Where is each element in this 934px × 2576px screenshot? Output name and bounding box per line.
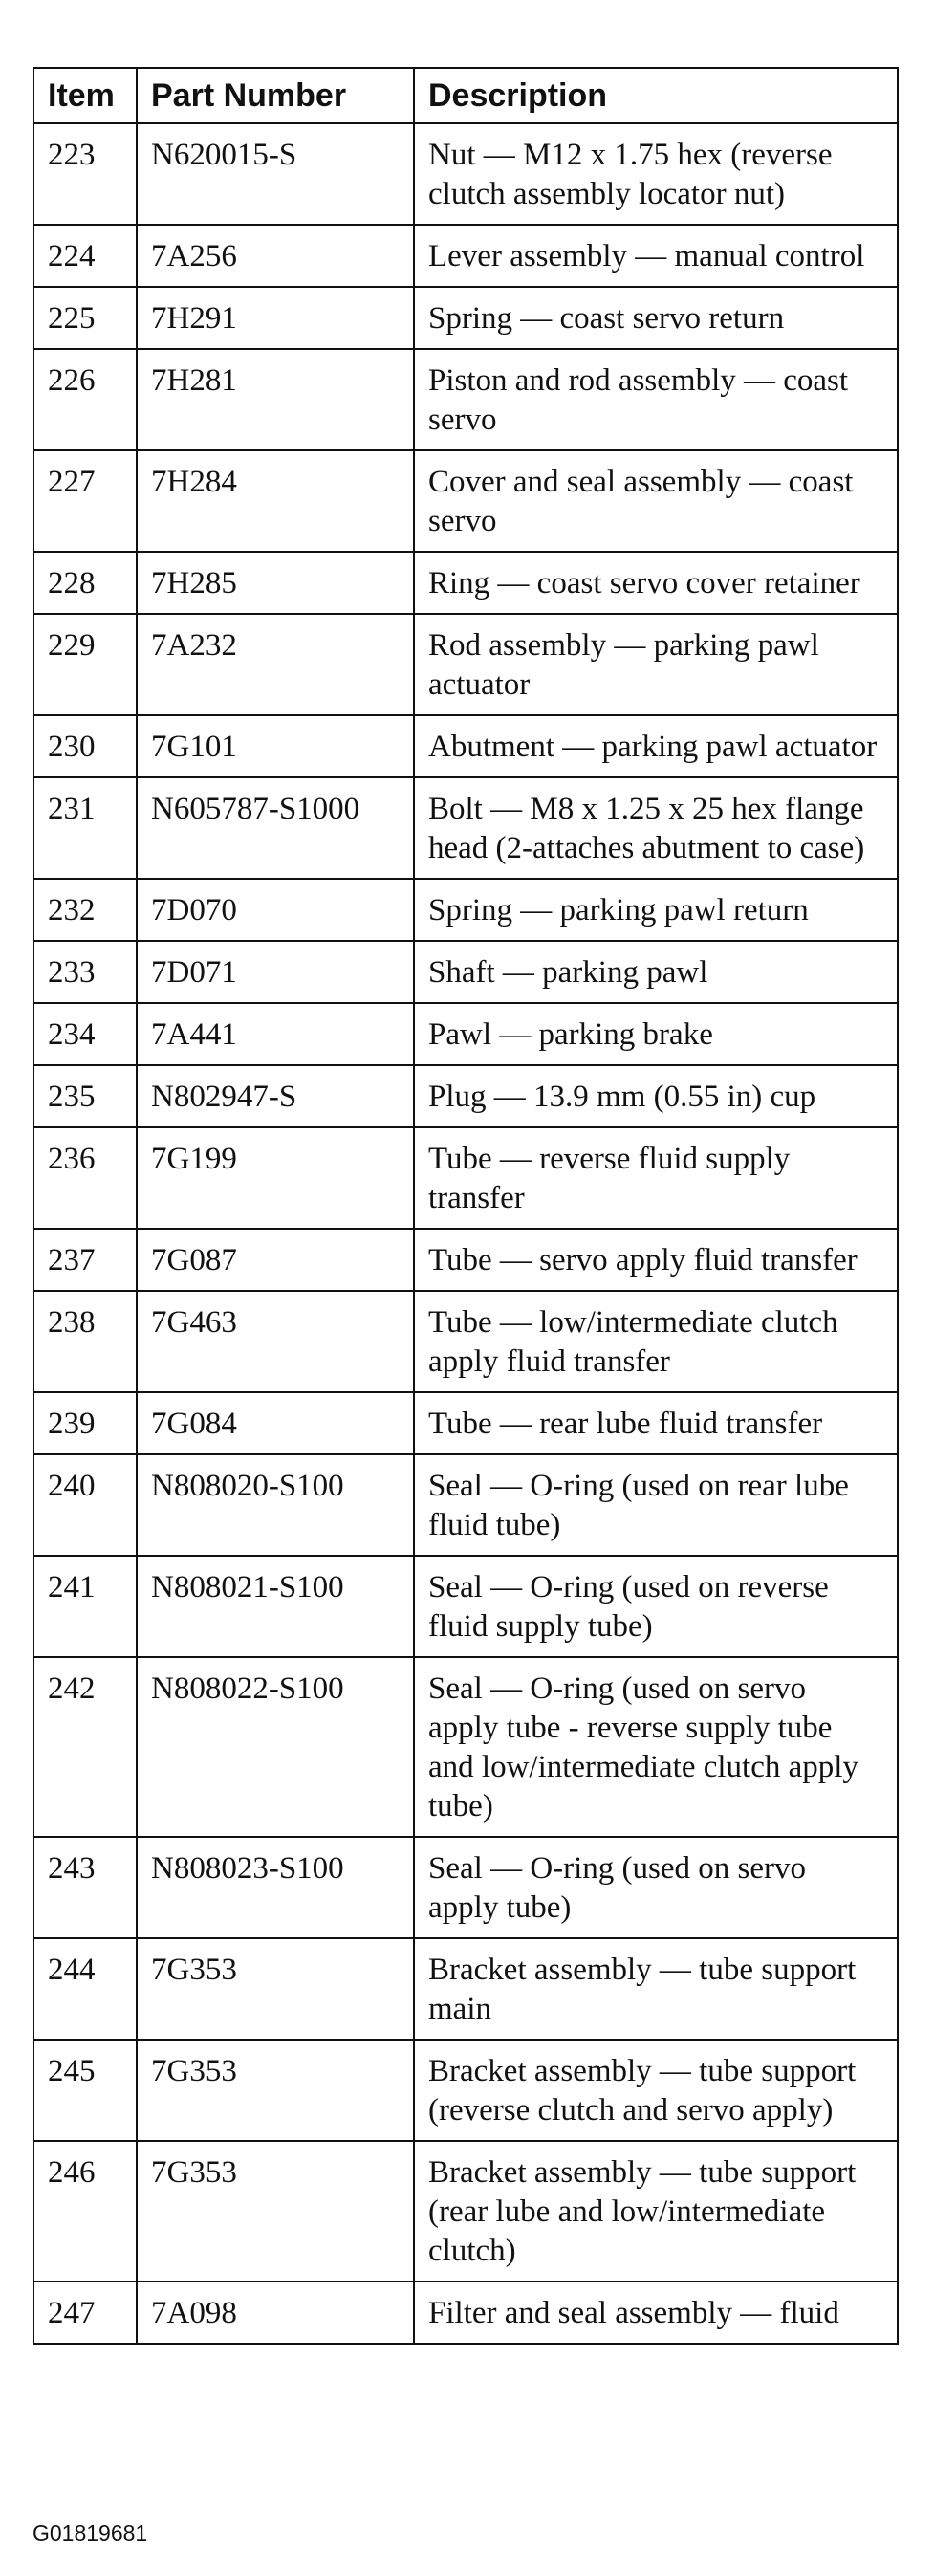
- description-cell: Bracket assembly — tube support (reverse clutch and servo apply): [414, 2040, 898, 2141]
- description-cell: Bracket assembly — tube support main: [414, 1938, 898, 2040]
- table-row: [33, 225, 898, 287]
- description-cell: Seal — O-ring (used on rear lube fluid tube): [414, 1454, 898, 1556]
- header-row: [33, 68, 898, 123]
- part-number-cell: N802947-S: [137, 1065, 414, 1127]
- table-body: [33, 123, 898, 2344]
- description-cell: Plug — 13.9 mm (0.55 in) cup: [414, 1065, 898, 1127]
- table-row: [33, 1229, 898, 1291]
- description-cell: Spring — coast servo return: [414, 287, 898, 349]
- description-cell: Abutment — parking pawl actuator: [414, 715, 898, 777]
- part-number-header: Part Number: [137, 68, 414, 123]
- item-cell: 231: [33, 777, 137, 879]
- table-row: [33, 1556, 898, 1657]
- table-row: [33, 450, 898, 552]
- item-cell: 234: [33, 1003, 137, 1065]
- table-row: [33, 1938, 898, 2040]
- table-row: [33, 1291, 898, 1392]
- description-header: Description: [414, 68, 898, 123]
- description-cell: Rod assembly — parking pawl actuator: [414, 614, 898, 715]
- figure-code: G01819681: [33, 2521, 148, 2545]
- parts-table: [33, 67, 899, 2345]
- description-cell: Piston and rod assembly — coast servo: [414, 349, 898, 450]
- item-cell: 237: [33, 1229, 137, 1291]
- item-cell: 224: [33, 225, 137, 287]
- part-number-cell: 7G353: [137, 2040, 414, 2141]
- description-cell: Seal — O-ring (used on reverse fluid supply tube): [414, 1556, 898, 1657]
- description-cell: Cover and seal assembly — coast servo: [414, 450, 898, 552]
- item-cell: 242: [33, 1657, 137, 1837]
- description-cell: Bracket assembly — tube support (rear lube and low/intermediate clutch): [414, 2141, 898, 2281]
- part-number-cell: 7G199: [137, 1127, 414, 1229]
- item-cell: 225: [33, 287, 137, 349]
- part-number-cell: 7D070: [137, 879, 414, 941]
- table-row: [33, 1837, 898, 1938]
- part-number-cell: 7G087: [137, 1229, 414, 1291]
- table-row: [33, 2141, 898, 2281]
- table-row: [33, 123, 898, 225]
- part-number-cell: N808020-S100: [137, 1454, 414, 1556]
- item-cell: 233: [33, 941, 137, 1003]
- part-number-cell: 7D071: [137, 941, 414, 1003]
- item-cell: 226: [33, 349, 137, 450]
- description-cell: Ring — coast servo cover retainer: [414, 552, 898, 614]
- item-header: Item: [33, 68, 137, 123]
- table-row: [33, 1392, 898, 1454]
- item-cell: 235: [33, 1065, 137, 1127]
- part-number-cell: N808021-S100: [137, 1556, 414, 1657]
- item-cell: 232: [33, 879, 137, 941]
- description-cell: Tube — reverse fluid supply transfer: [414, 1127, 898, 1229]
- table-row: [33, 1127, 898, 1229]
- item-cell: 236: [33, 1127, 137, 1229]
- description-cell: Filter and seal assembly — fluid: [414, 2281, 898, 2344]
- item-cell: 228: [33, 552, 137, 614]
- part-number-cell: 7G084: [137, 1392, 414, 1454]
- part-number-cell: 7A441: [137, 1003, 414, 1065]
- part-number-cell: 7G353: [137, 1938, 414, 2040]
- table-row: [33, 1003, 898, 1065]
- item-cell: 227: [33, 450, 137, 552]
- item-cell: 240: [33, 1454, 137, 1556]
- item-cell: 247: [33, 2281, 137, 2344]
- item-cell: 243: [33, 1837, 137, 1938]
- description-cell: Seal — O-ring (used on servo apply tube - reverse supply tube and low/intermediate clutch apply tube): [414, 1657, 898, 1837]
- part-number-cell: N605787-S1000: [137, 777, 414, 879]
- table-row: [33, 941, 898, 1003]
- part-number-cell: 7H284: [137, 450, 414, 552]
- table-row: [33, 2281, 898, 2344]
- table-row: [33, 614, 898, 715]
- description-cell: Nut — M12 x 1.75 hex (reverse clutch assembly locator nut): [414, 123, 898, 225]
- table-row: [33, 2040, 898, 2141]
- description-cell: Lever assembly — manual control: [414, 225, 898, 287]
- table-row: [33, 1065, 898, 1127]
- table-row: [33, 1657, 898, 1837]
- table-row: [33, 349, 898, 450]
- description-cell: Seal — O-ring (used on servo apply tube): [414, 1837, 898, 1938]
- part-number-cell: 7G463: [137, 1291, 414, 1392]
- item-cell: 241: [33, 1556, 137, 1657]
- table-row: [33, 777, 898, 879]
- part-number-cell: 7G101: [137, 715, 414, 777]
- part-number-cell: 7A256: [137, 225, 414, 287]
- table-row: [33, 287, 898, 349]
- item-cell: 244: [33, 1938, 137, 2040]
- description-cell: Tube — rear lube fluid transfer: [414, 1392, 898, 1454]
- part-number-cell: 7H291: [137, 287, 414, 349]
- part-number-cell: N808023-S100: [137, 1837, 414, 1938]
- part-number-cell: 7H281: [137, 349, 414, 450]
- description-cell: Shaft — parking pawl: [414, 941, 898, 1003]
- item-cell: 229: [33, 614, 137, 715]
- description-cell: Tube — servo apply fluid transfer: [414, 1229, 898, 1291]
- description-cell: Pawl — parking brake: [414, 1003, 898, 1065]
- item-cell: 238: [33, 1291, 137, 1392]
- part-number-cell: 7H285: [137, 552, 414, 614]
- item-cell: 230: [33, 715, 137, 777]
- part-number-cell: N620015-S: [137, 123, 414, 225]
- description-cell: Bolt — M8 x 1.25 x 25 hex flange head (2-attaches abutment to case): [414, 777, 898, 879]
- description-cell: Spring — parking pawl return: [414, 879, 898, 941]
- description-cell: Tube — low/intermediate clutch apply fluid transfer: [414, 1291, 898, 1392]
- table-row: [33, 1454, 898, 1556]
- part-number-cell: 7A232: [137, 614, 414, 715]
- part-number-cell: 7A098: [137, 2281, 414, 2344]
- item-cell: 246: [33, 2141, 137, 2281]
- table-row: [33, 715, 898, 777]
- part-number-cell: 7G353: [137, 2141, 414, 2281]
- item-cell: 223: [33, 123, 137, 225]
- item-cell: 239: [33, 1392, 137, 1454]
- item-cell: 245: [33, 2040, 137, 2141]
- table-row: [33, 552, 898, 614]
- part-number-cell: N808022-S100: [137, 1657, 414, 1837]
- table-row: [33, 879, 898, 941]
